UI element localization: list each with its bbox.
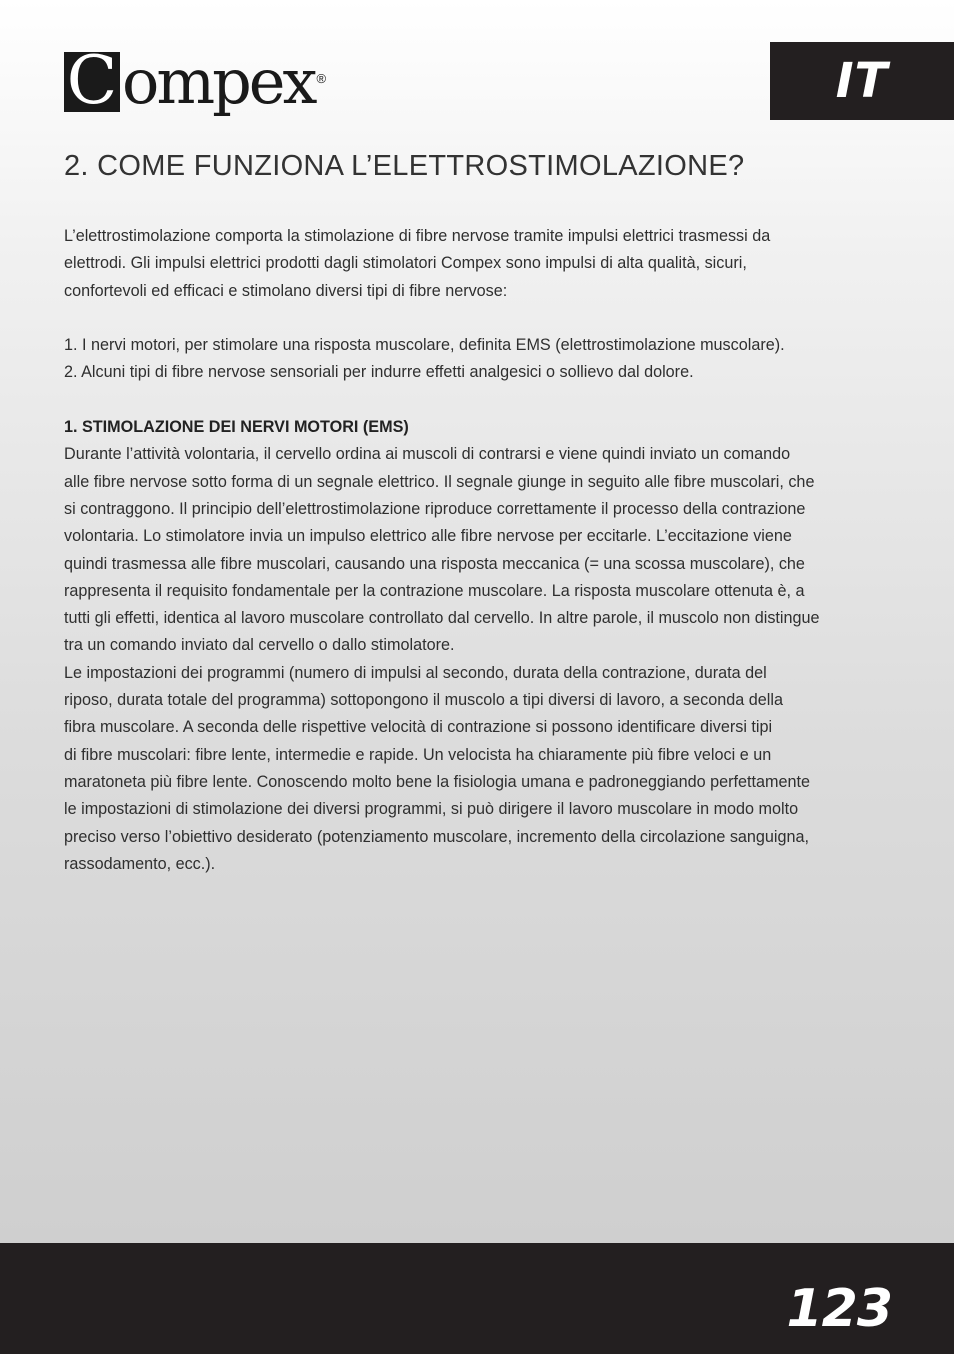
page-number: 123 (786, 1279, 892, 1339)
logo-registered-mark: ® (316, 70, 327, 86)
paragraph-line: si contraggono. Il principio dell’elettrostimolazione riproduce correttamente il processo della contrazione (64, 499, 806, 518)
intro-line: elettrodi. Gli impulsi elettrici prodotti dagli stimolatori Compex sono impulsi di alta qualità, sicuri, (64, 254, 747, 273)
subheading: 1. STIMOLAZIONE DEI NERVI MOTORI (EMS) (64, 418, 409, 437)
compex-logo (64, 44, 326, 120)
language-badge (770, 42, 954, 120)
language-code: IT (835, 53, 889, 109)
section-title: 2. COME FUNZIONA L’ELETTROSTIMOLAZIONE? (64, 150, 745, 182)
intro-line: confortevoli ed efficaci e stimolano diversi tipi di fibre nervose: (64, 281, 508, 300)
paragraph-line: riposo, durata totale del programma) sottopongono il muscolo a tipi diversi di lavoro, a seconda della (64, 691, 783, 710)
paragraph-line: Le impostazioni dei programmi (numero di impulsi al secondo, durata della contrazione, durata del (64, 663, 767, 682)
list-item: 2. Alcuni tipi di fibre nervose sensoriali per indurre effetti analgesici o sollievo dal dolore. (64, 363, 694, 382)
paragraph-line: preciso verso l’obiettivo desiderato (potenziamento muscolare, incremento della circolazione sanguigna, (64, 827, 810, 846)
paragraph-line: di fibre muscolari: fibre lente, intermedie e rapide. Un velocista ha chiaramente più fibre veloci e un (64, 745, 772, 764)
paragraph-line: tra un comando inviato dal cervello o dallo stimolatore. (64, 636, 455, 655)
paragraph-line: fibra muscolare. A seconda delle rispettive velocità di contrazione si possono identificare diversi tipi (64, 718, 773, 737)
footer-bar (0, 1243, 954, 1354)
intro-line: L’elettrostimolazione comporta la stimolazione di fibre nervose tramite impulsi elettrici trasmessi da (64, 227, 771, 245)
paragraph-line: alle fibre nervose sotto forma di un segnale elettrico. Il segnale giunge in seguito alle fibre muscolari, che (64, 472, 815, 491)
paragraph-line: le impostazioni di stimolazione dei diversi programmi, si può dirigere il lavoro muscolare in modo molto (64, 800, 799, 819)
logo-wordmark: ompex (122, 45, 315, 118)
paragraph-line: rassodamento, ecc.). (64, 854, 216, 873)
paragraph-line: maratoneta più fibre lente. Conoscendo molto bene la fisiologia umana e padroneggiando perfettamente (64, 772, 811, 791)
paragraph-line: quindi trasmessa alle fibre muscolari, causando una risposta meccanica (= una scossa muscolare), che (64, 554, 805, 573)
body-content (64, 223, 894, 878)
logo-c-block: C (64, 52, 120, 112)
list-item: 1. I nervi motori, per stimolare una risposta muscolare, definita EMS (elettrostimolazione muscolare). (64, 336, 785, 355)
paragraph-line: volontaria. Lo stimolatore invia un impulso elettrico alle fibre nervose per eccitarle. L’eccitazione viene (64, 527, 792, 546)
paragraph-line: tutti gli effetti, identica al lavoro muscolare controllato dal cervello. In altre parole, il muscolo non distingue (64, 609, 820, 628)
paragraph-line: Durante l’attività volontaria, il cervello ordina ai muscoli di contrarsi e viene quindi inviato un comando (64, 445, 791, 464)
paragraph-line: rappresenta il requisito fondamentale per la contrazione muscolare. La risposta muscolare ottenuta è, a (64, 581, 805, 600)
